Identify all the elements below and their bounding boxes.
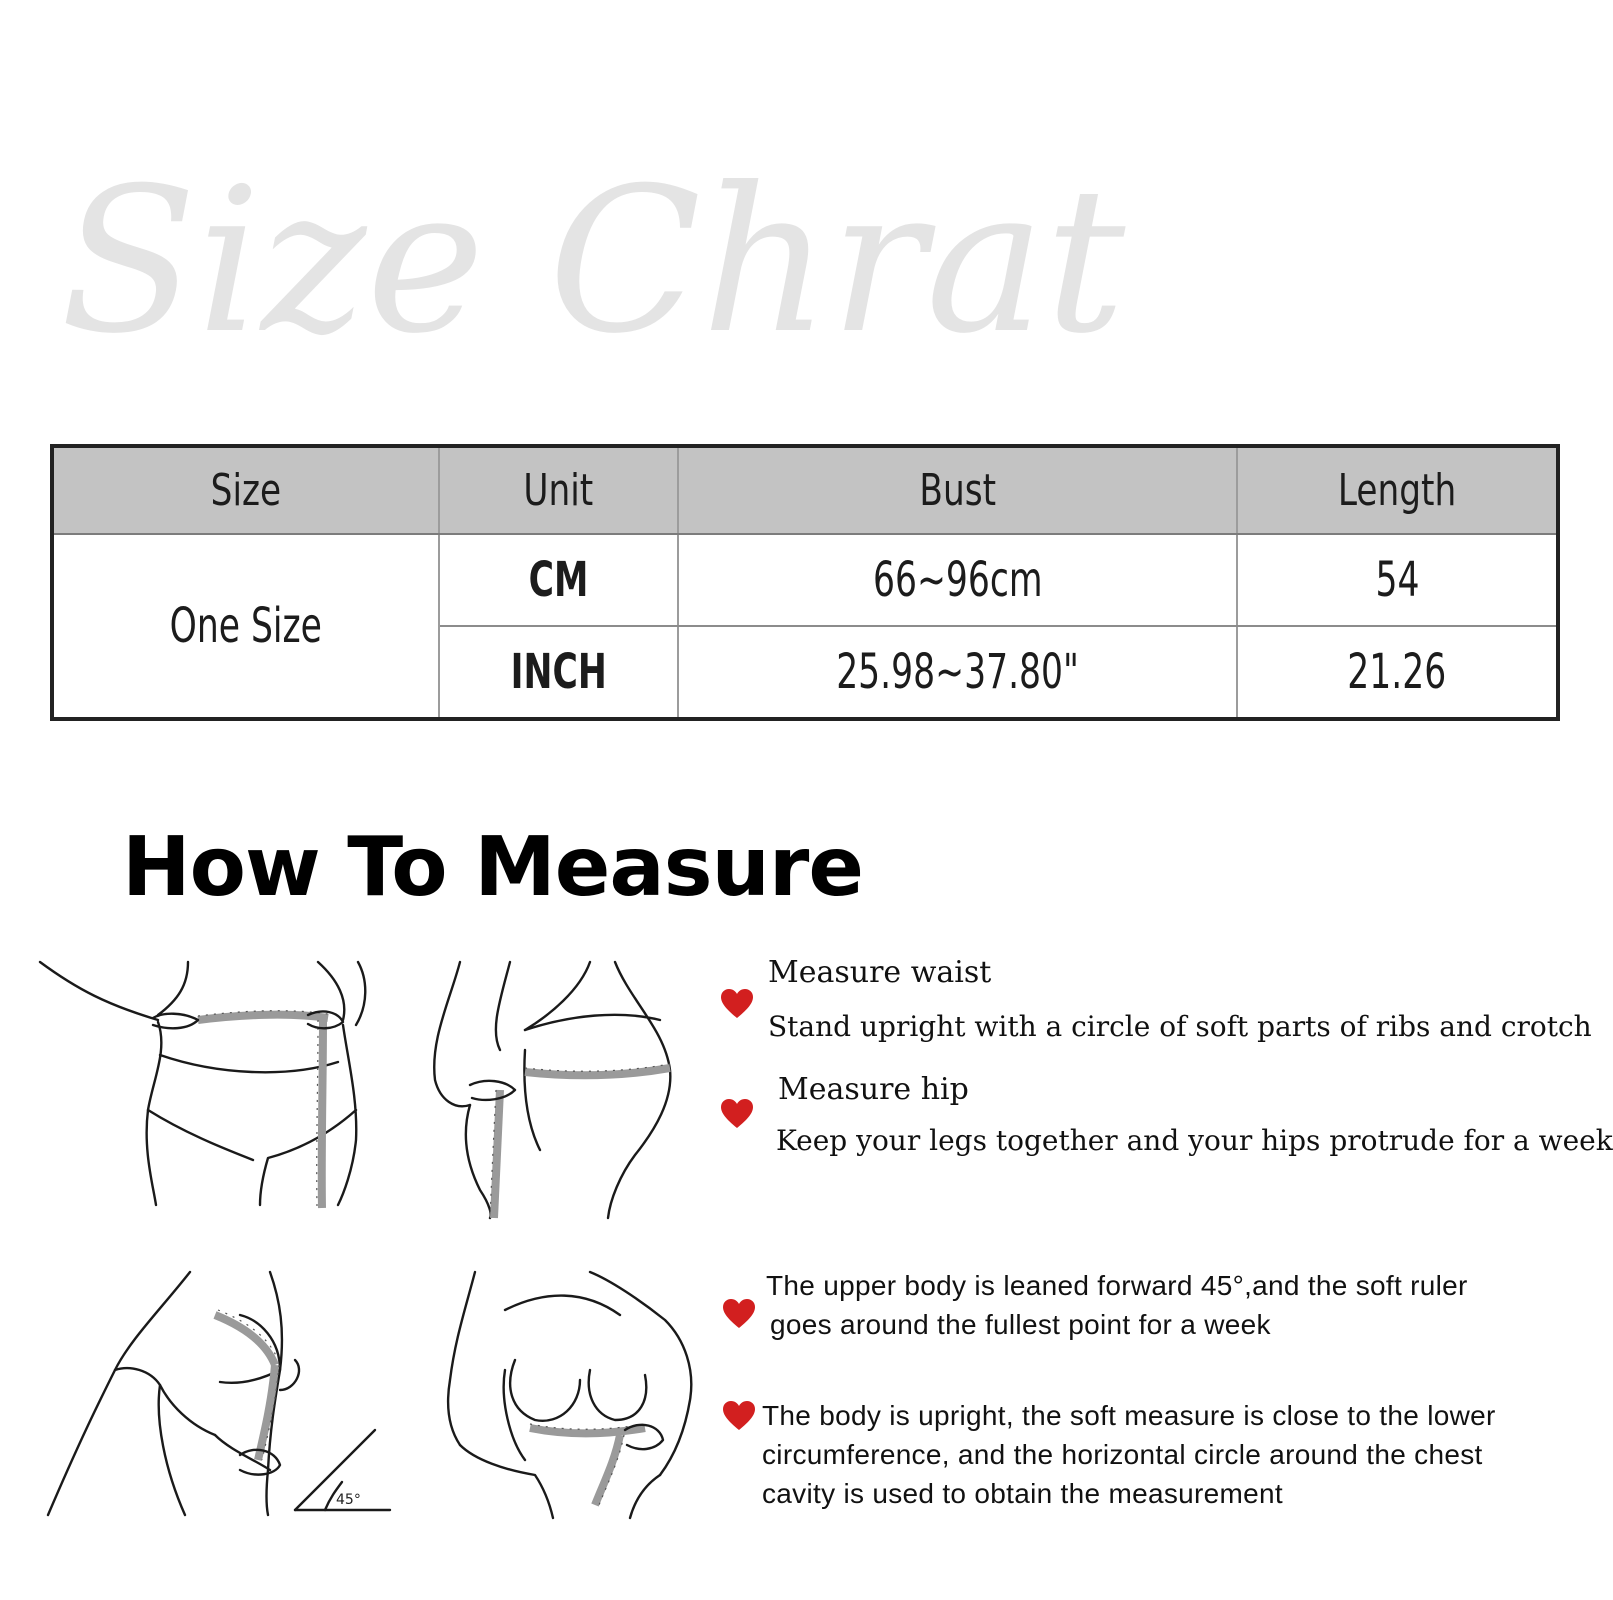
chest-measure-illustration [445, 1270, 705, 1520]
size-cell: One Size [52, 534, 439, 719]
table-row [52, 534, 1558, 626]
bust-cell: 66~96cm [678, 534, 1237, 626]
column-header-size: Size [95, 446, 397, 534]
instruction-text-waist: Stand upright with a circle of soft parts of ribs and crotch [768, 1010, 1592, 1043]
column-header-unit: Unit [465, 446, 651, 534]
instruction-text-hip: Keep your legs together and your hips protrude for a week [776, 1124, 1613, 1157]
table-header-row [52, 446, 1558, 534]
column-header-bust: Bust [739, 446, 1175, 534]
length-cell: 21.26 [1237, 626, 1558, 719]
heart-icon [722, 1298, 756, 1330]
instruction-leaned-forward: The upper body is leaned forward 45°,and the soft ruler goes around the fullest point for a week [766, 1270, 1468, 1340]
bust-cell: 25.98~37.80" [678, 626, 1237, 719]
heart-icon [722, 1400, 756, 1432]
instruction-title-hip: Measure hip [778, 1072, 969, 1107]
instruction-upright-chest: The body is upright, the soft measure is close to the lower circumference, and the horizontal circle around the chest cavity is used to obtain the measurement [762, 1400, 1496, 1509]
angle-label: 45° [336, 1492, 361, 1508]
unit-cell: CM [439, 534, 678, 626]
leaned-forward-illustration [40, 1270, 400, 1520]
size-table [50, 444, 1560, 721]
column-header-length: Length [1272, 446, 1522, 534]
waist-measure-illustration [38, 960, 388, 1210]
length-cell: 54 [1237, 534, 1558, 626]
how-to-measure-title: How To Measure [122, 820, 863, 915]
size-chart-script-title [50, 120, 1126, 420]
heart-icon [720, 1098, 754, 1130]
unit-cell: INCH [439, 626, 678, 719]
script-title-text: Size Chrat [60, 145, 1126, 378]
hip-measure-illustration [430, 960, 690, 1220]
instruction-title-waist: Measure waist [768, 955, 992, 990]
heart-icon [720, 988, 754, 1020]
